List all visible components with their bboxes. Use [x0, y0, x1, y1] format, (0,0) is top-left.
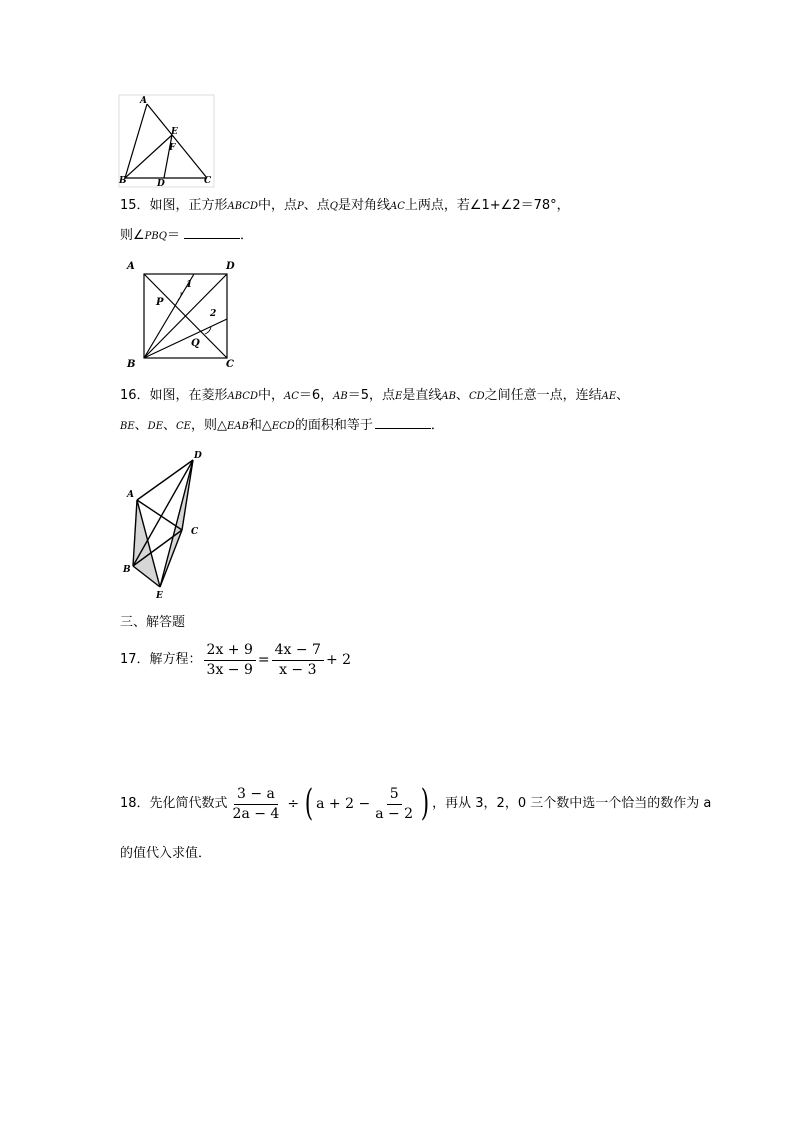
section-title: 三、解答题 — [120, 615, 186, 630]
q16-answer-blank[interactable] — [375, 416, 431, 429]
sq-label-d: D — [226, 261, 235, 272]
sq-label-q: Q — [191, 338, 200, 349]
q16-e: E — [395, 391, 403, 402]
q16-text3: ＝6， — [298, 388, 334, 403]
q16-text8: 、 — [616, 388, 630, 403]
q16-text12: 和△ — [248, 418, 272, 433]
q17-rhs-den: x − 3 — [279, 661, 317, 678]
q17-equals: = — [257, 652, 270, 668]
q16-ab: AB — [333, 391, 348, 402]
sq-label-p: P — [156, 297, 164, 308]
q15-text3: 、点 — [303, 198, 330, 213]
figure-square — [124, 256, 244, 371]
rh-label-a: A — [127, 490, 134, 500]
rh-label-c: C — [191, 527, 199, 537]
q16-ecd: ECD — [271, 421, 295, 432]
rh-label-b: B — [123, 565, 131, 575]
q15-line1 — [120, 198, 570, 215]
q16-text9: 、 — [134, 418, 148, 433]
q16-be: BE — [120, 421, 135, 432]
q15-pbq: PBQ — [144, 231, 167, 242]
figure-rhombus-svg — [118, 448, 218, 600]
q16-text11: ，则△ — [190, 418, 227, 433]
label-a: A — [140, 96, 147, 106]
q15-text2: 中，点 — [257, 198, 297, 213]
q16-text10: 、 — [163, 418, 177, 433]
q16-ac: AC — [284, 391, 299, 402]
q16-text6: 、 — [455, 388, 469, 403]
q16-line1 — [120, 388, 629, 405]
label-f: F — [169, 143, 176, 153]
label-e: E — [171, 127, 178, 137]
q18-frac1 — [230, 786, 283, 823]
q18-right-paren: ) — [420, 783, 430, 824]
figure-square-svg — [124, 256, 244, 371]
rh-label-e: E — [156, 591, 163, 600]
q15-text1: 15．如图，正方形 — [120, 198, 228, 213]
sq-label-2: 2 — [210, 309, 217, 319]
q18-inner: a + 2 − — [316, 796, 371, 812]
q16-end: ． — [430, 418, 444, 433]
q15-q: Q — [329, 201, 338, 212]
q17-rhs-fraction — [272, 642, 324, 679]
q18-frac2-den: a − 2 — [375, 805, 414, 822]
q16-eab: EAB — [226, 421, 249, 432]
q16-text5: 是直线 — [402, 388, 442, 403]
q16-ae: AE — [601, 391, 617, 402]
sq-label-1: 1 — [186, 280, 193, 290]
q18-after: ，再从 3，2，0 三个数中选一个恰当的数作为 a — [432, 796, 712, 811]
q17-lhs-den: 3x − 9 — [206, 661, 253, 678]
q15-text4: 是对角线 — [337, 198, 390, 213]
q16-cd: CD — [468, 391, 485, 402]
q17-lhs-fraction — [204, 642, 256, 679]
q16-ab2: AB — [441, 391, 456, 402]
q18-left-paren: ( — [304, 783, 314, 824]
q15-answer-blank[interactable] — [184, 226, 240, 239]
q15-abcd: ABCD — [227, 201, 258, 212]
q17-rhs-num: 4x − 7 — [272, 642, 324, 661]
label-c: C — [204, 176, 212, 186]
q16-text2: 中， — [257, 388, 284, 403]
q18-div: ÷ — [287, 796, 300, 812]
sq-label-c: C — [226, 359, 234, 370]
q15-p: P — [297, 201, 304, 212]
q18-line2: 的值代入求值． — [120, 846, 212, 861]
label-d: D — [157, 179, 165, 188]
q15-line2 — [120, 226, 253, 245]
q16-de: DE — [147, 421, 163, 432]
q17-plus: + 2 — [325, 652, 352, 668]
q16-text4: ＝5，点 — [347, 388, 396, 403]
q18-frac2-num: 5 — [387, 786, 402, 805]
figure-triangle — [118, 94, 215, 188]
q16-text1: 16．如图，在菱形 — [120, 388, 228, 403]
q18-frac1-num: 3 − a — [234, 786, 278, 805]
q15-text5: 上两点，若∠1+∠2＝78°， — [404, 198, 570, 213]
q16-ce: CE — [176, 421, 191, 432]
figure-rhombus — [118, 448, 218, 600]
q18-label: 18．先化简代数式 — [120, 796, 228, 811]
figure-triangle-svg — [118, 94, 215, 188]
q18-line1 — [120, 782, 711, 826]
sq-label-b: B — [127, 359, 136, 370]
q15-line2-a: 则∠ — [120, 228, 145, 243]
rh-label-d: D — [194, 451, 202, 461]
q18-frac1-den: 2a − 4 — [232, 805, 280, 822]
sq-label-a: A — [127, 261, 135, 272]
q16-text7: 之间任意一点，连结 — [484, 388, 602, 403]
q15-ac: AC — [389, 201, 405, 212]
q16-abcd: ABCD — [227, 391, 258, 402]
q16-line2 — [120, 416, 444, 435]
q17 — [120, 640, 351, 680]
label-b: B — [119, 176, 127, 186]
q15-line2-b: ＝ — [166, 228, 180, 243]
q18-frac2 — [372, 786, 416, 823]
q16-text13: 的面积和等于 — [294, 418, 373, 433]
q17-lhs-num: 2x + 9 — [204, 642, 256, 661]
q15-line2-end: ． — [239, 228, 253, 243]
q17-label: 17．解方程： — [120, 652, 202, 667]
